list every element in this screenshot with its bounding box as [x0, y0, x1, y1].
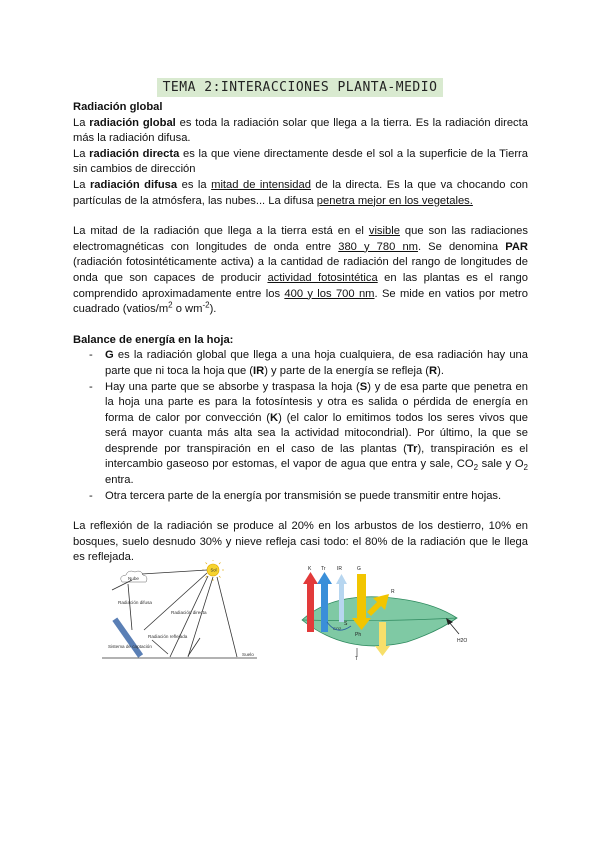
leaf-energy-diagram	[297, 560, 477, 670]
ph-label: Ph	[355, 632, 362, 638]
directa-label: Radiación directa	[171, 610, 207, 615]
paragraph-radiacion-directa: La radiación directa es la que viene directamente desde el sol a la superficie de la Tierra sin cambios de dirección	[73, 147, 528, 176]
captation-panel	[112, 617, 143, 657]
ir-label: IR	[337, 566, 342, 572]
k-label: K	[308, 566, 312, 572]
list-item: - Otra tercera parte de la energía por transmisión se puede transmitir entre hojas.	[105, 489, 528, 505]
reflejada-label: Radiación reflejada	[148, 634, 188, 639]
paragraph-radiacion-global: La radiación global es toda la radiación solar que llega a la tierra. Es la radiación directa más la radiación difusa.	[73, 116, 528, 145]
section-heading-radiacion-global: Radiación global	[73, 101, 163, 113]
list-item: - G es la radiación global que llega a una hoja cualquiera, de esa radiación hay una parte que ni toca la hoja que (IR) y parte de la energía se refleja (R).	[105, 348, 528, 379]
page-title: TEMA 2:INTERACCIONES PLANTA-MEDIO	[157, 78, 444, 97]
section-heading-balance: Balance de energía en la hoja:	[73, 333, 234, 346]
r-label: R	[391, 589, 395, 595]
figures-row	[92, 560, 552, 670]
tr-label: Tr	[321, 566, 326, 572]
nube-label: Nube	[128, 576, 139, 581]
h2o-label: H2O	[457, 638, 468, 644]
co2-label: CO2	[333, 626, 342, 631]
document-body	[73, 100, 528, 566]
radiation-diagram	[92, 560, 262, 666]
balance-list	[73, 348, 528, 504]
sistema-label: Sistema de captación	[108, 644, 152, 649]
paragraph-radiacion-difusa: La radiación difusa es la mitad de intensidad de la directa. Es la que va chocando con partículas de la atmósfera, las nubes... La difusa penetra mejor en los vegetales.	[73, 178, 528, 207]
sol-label: Sol	[210, 567, 217, 573]
paragraph-reflexion: La reflexión de la radiación se produce al 20% en los arbustos de los destierro, 10% en bosques, suelo desnudo 30% y nieve refleja casi todo: el 80% de la radiación que le llega es reflejada.	[73, 520, 528, 564]
s-label: S	[344, 621, 348, 627]
g-label: G	[357, 566, 361, 572]
paragraph-par: La mitad de la radiación que llega a la tierra está en el visible que son las radiaciones electromagnéticas con longitudes de onda entre 380 y 780 nm. Se denomina PAR (radiación fotosintéticamente activa) a la cantidad de radiación del rango de longitudes de onda que son capaces de producir actividad fotosintética en las plantas es el rango comprendido aproximadamente entre los 400 y los 700 nm. Se mide en vatios por metro cuadrado ($vatios/m^2$ o $wm^{-2}$).	[73, 225, 528, 316]
t-label: T	[355, 656, 359, 662]
difusa-label: Radiación difusa	[118, 600, 152, 605]
list-item: - Hay una parte que se absorbe y traspasa la hoja (S) y de esa parte que penetra en la hoja una parte es para la fotosíntesis y otra es salida o pérdida de energía en forma de calor por convección (K) (el calor lo emitimos todos los seres vivos que será mayor cuanta más alta sea la actividad mitocondrial). Por último, la que se desprende por transpiración en el caso de las plantas (Tr), transpiración es el intercambio gaseoso por estomas, el vapor de agua que entra y sale, $CO_2$ sale y $O_2$ entra.	[105, 380, 528, 489]
suelo-label: Suelo	[242, 652, 254, 657]
